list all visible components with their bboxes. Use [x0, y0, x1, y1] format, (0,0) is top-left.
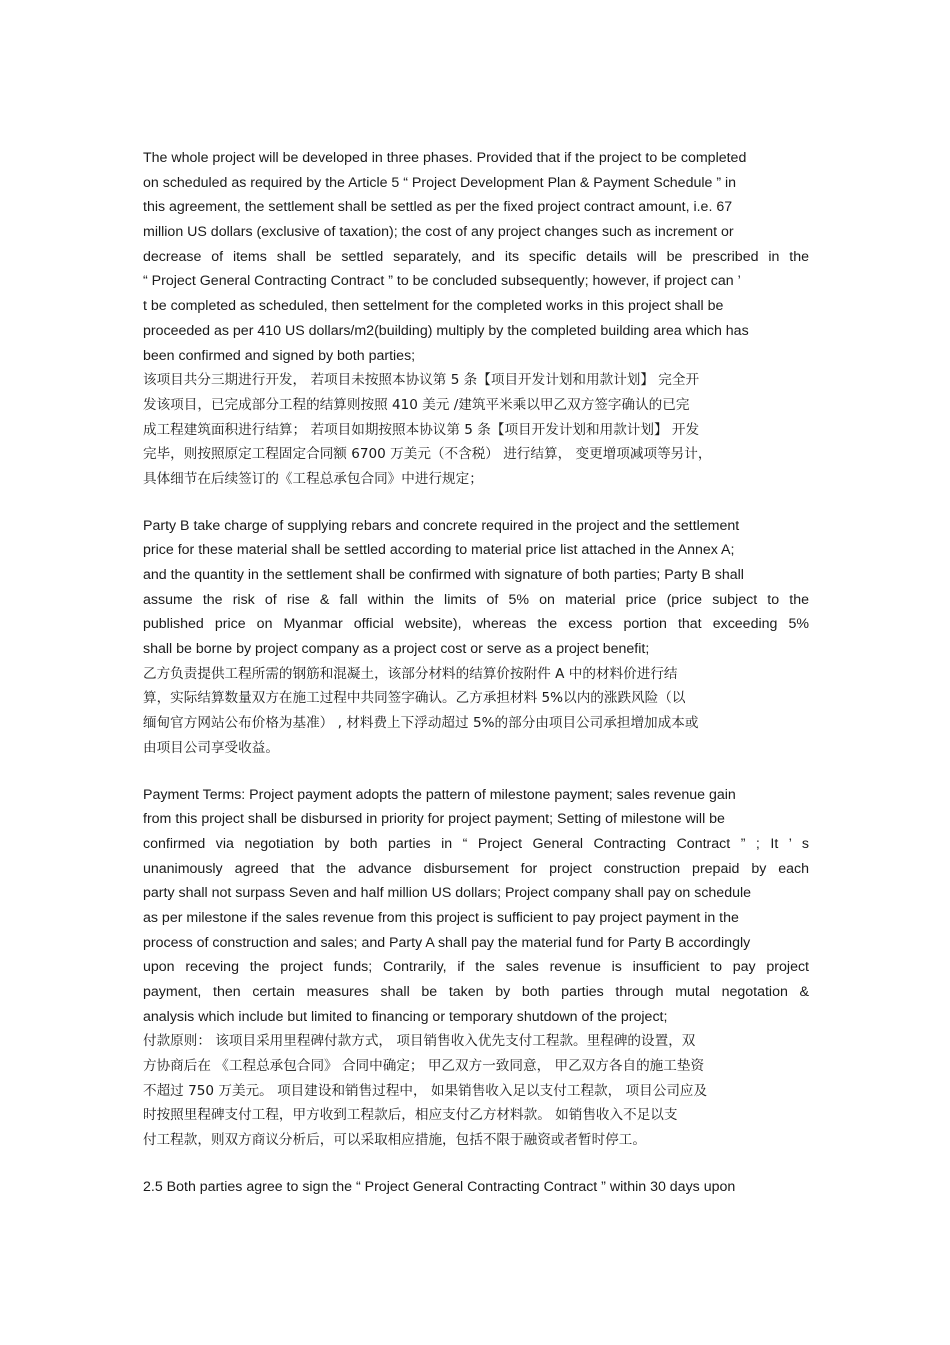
- paragraph-line: proceeded as per 410 US dollars/m2(building) multiply by the completed building area which has: [143, 322, 749, 339]
- paragraph-line: upon receving the project funds; Contrarily, if the sales revenue is insufficient to pay project: [143, 959, 809, 976]
- section-materials: [143, 514, 809, 761]
- section-settlement: [143, 146, 809, 492]
- paragraph-line: on scheduled as required by the Article 5 “ Project Development Plan & Payment Schedule ” in: [143, 174, 737, 191]
- paragraph-line-chinese: 不超过 750 万美元。 项目建设和销售过程中， 如果销售收入足以支付工程款， 项目公司应及: [143, 1082, 708, 1099]
- paragraph-line-chinese: 由项目公司享受收益。: [143, 739, 279, 756]
- paragraph-line-chinese: 付工程款，则双方商议分析后，可以采取相应措施，包括不限于融资或者暂时停工。: [143, 1132, 646, 1149]
- paragraph-line-chinese: 算，实际结算数量双方在施工过程中共同签字确认。乙方承担材料 5%以内的涨跌风险（以: [143, 690, 686, 707]
- paragraph-line: t be completed as scheduled, then settelment for the completed works in this project shall be: [143, 298, 724, 315]
- paragraph-line: party shall not surpass Seven and half million US dollars; Project company shall pay on schedule: [143, 885, 752, 902]
- paragraph-line: process of construction and sales; and Party A shall pay the material fund for Party B accordingly: [143, 934, 751, 951]
- paragraph-line: unanimously agreed that the advance disbursement for project construction prepaid by each: [143, 860, 809, 877]
- paragraph-line: published price on Myanmar official website), whereas the excess portion that exceeding 5%: [143, 616, 809, 633]
- paragraph-line-chinese: 具体细节在后续签订的《工程总承包合同》中进行规定；: [143, 470, 483, 487]
- paragraph-line: “ Project General Contracting Contract ” to be concluded subsequently; however, if project can ’: [143, 273, 741, 290]
- paragraph-line: confirmed via negotiation by both parties in “ Project General Contracting Contract ” ; It ’ s: [143, 835, 809, 852]
- paragraph-line: decrease of items shall be settled separately, and its specific details will be prescribed in the: [143, 248, 809, 265]
- paragraph-line: shall be borne by project company as a project cost or serve as a project benefit;: [143, 641, 650, 658]
- paragraph-line: as per milestone if the sales revenue from this project is sufficient to pay project payment in the: [143, 909, 739, 926]
- paragraph-line: this agreement, the settlement shall be settled as per the fixed project contract amount, i.e. 67: [143, 199, 733, 216]
- section-clause-2-5: [143, 1175, 809, 1200]
- paragraph-line-chinese: 缅甸官方网站公布价格为基准） , 材料费上下浮动超过 5%的部分由项目公司承担增加成本或: [143, 715, 699, 732]
- paragraph-line-chinese: 付款原则： 该项目采用里程碑付款方式， 项目销售收入优先支付工程款。里程碑的设置，双: [143, 1033, 696, 1050]
- paragraph-line: 2.5 Both parties agree to sign the “ Project General Contracting Contract ” within 30 days upon: [143, 1178, 736, 1195]
- paragraph-line: million US dollars (exclusive of taxation); the cost of any project changes such as increment or: [143, 224, 734, 241]
- document-page: [143, 146, 809, 1222]
- paragraph-line: payment, then certain measures shall be taken by both parties through mutal negotation &: [143, 984, 809, 1000]
- paragraph-line-chinese: 完毕，则按照原定工程固定合同额 6700 万美元（不含税） 进行结算， 变更增项减项等另计，: [143, 446, 712, 463]
- paragraph-line-chinese: 成工程建筑面积进行结算； 若项目如期按照本协议第 5 条【项目开发计划和用款计划】 开发: [143, 421, 700, 438]
- paragraph-line-chinese: 时按照里程碑支付工程，甲方收到工程款后，相应支付乙方材料款。 如销售收入不足以支: [143, 1107, 678, 1124]
- section-payment-terms: [143, 783, 809, 1153]
- paragraph-line: assume the risk of rise & fall within the limits of 5% on material price (price subject to the: [143, 591, 809, 608]
- paragraph-line-chinese: 发该项目，已完成部分工程的结算则按照 410 美元 /建筑平米乘以甲乙双方签字确认的已完: [143, 396, 690, 413]
- paragraph-line: and the quantity in the settlement shall be confirmed with signature of both parties; Party B shall: [143, 567, 744, 583]
- paragraph-line: been confirmed and signed by both parties;: [143, 347, 416, 364]
- paragraph-line: price for these material shall be settled according to material price list attached in the Annex A;: [143, 542, 735, 559]
- paragraph-line: Party B take charge of supplying rebars and concrete required in the project and the settlement: [143, 517, 740, 534]
- paragraph-line: Payment Terms: Project payment adopts the pattern of milestone payment; sales revenue gain: [143, 786, 736, 803]
- paragraph-line-chinese: 方协商后在 《工程总承包合同》 合同中确定； 甲乙双方一致同意， 甲乙双方各自的施工垫资: [143, 1058, 705, 1075]
- paragraph-line: analysis which include but limited to financing or temporary shutdown of the project;: [143, 1008, 668, 1025]
- paragraph-line-chinese: 该项目共分三期进行开发， 若项目未按照本协议第 5 条【项目开发计划和用款计划】 完全开: [143, 372, 700, 389]
- paragraph-line: from this project shall be disbursed in priority for project payment; Setting of milestone will be: [143, 811, 725, 828]
- paragraph-line-chinese: 乙方负责提供工程所需的钢筋和混凝土，该部分材料的结算价按附件 A 中的材料价进行结: [143, 665, 678, 682]
- paragraph-line: The whole project will be developed in three phases. Provided that if the project to be completed: [143, 150, 747, 166]
